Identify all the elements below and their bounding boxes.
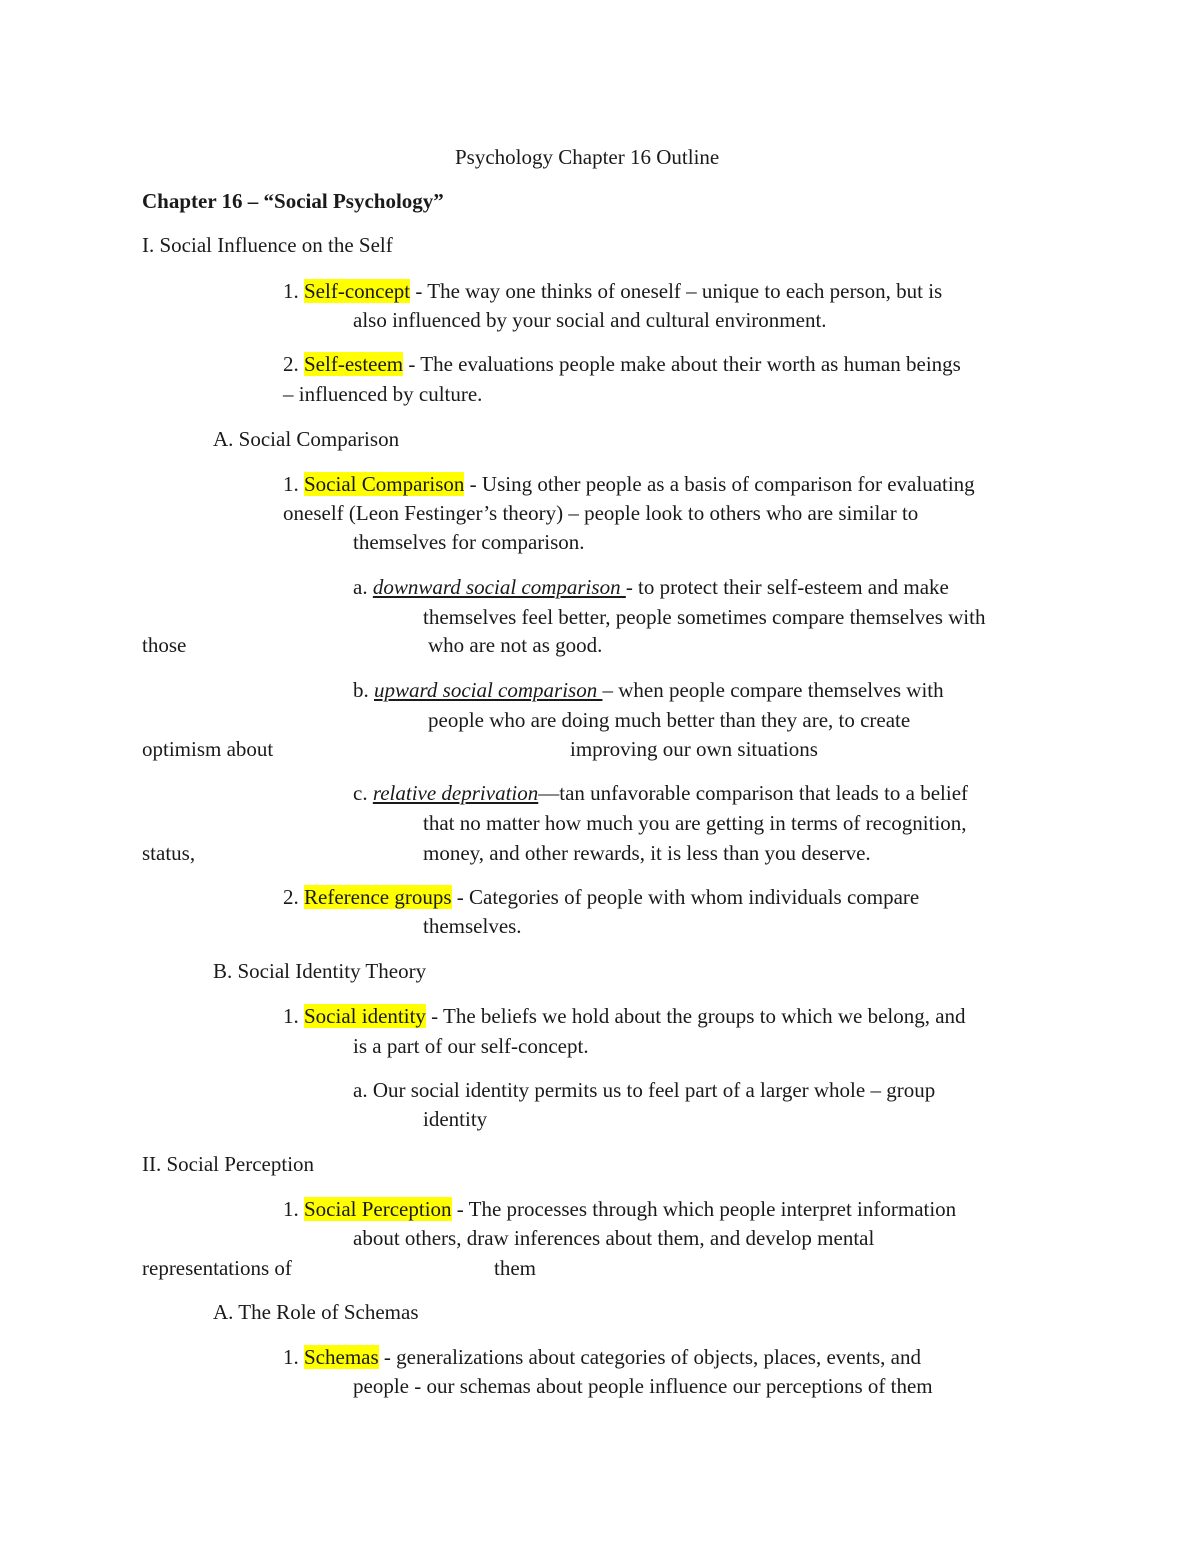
highlighted-term: Social Comparison [304, 472, 465, 496]
definition-continuation: people - our schemas about people influence our perceptions of them [353, 1374, 933, 1398]
definition-text: – when people compare themselves with [602, 678, 944, 702]
definition-continuation: those [142, 633, 187, 657]
definition-text: - The beliefs we hold about the groups to which we belong, and [425, 1004, 966, 1028]
item-number: 1. [283, 472, 304, 496]
sub-item-upward-comparison [353, 676, 944, 706]
definition-text: - generalizations about categories of objects, places, events, and [378, 1345, 921, 1369]
definition-continuation: people who are doing much better than they are, to create [428, 708, 911, 732]
definition-continuation: themselves. [423, 914, 522, 938]
item-letter: b. [353, 678, 374, 702]
definition-continuation: is a part of our self-concept. [353, 1034, 589, 1058]
item-letter: c. [353, 781, 373, 805]
term: downward social comparison [372, 575, 626, 599]
outline-item-self-concept [283, 277, 942, 307]
term: upward social comparison [374, 678, 603, 702]
definition-continuation: improving our own situations [570, 737, 818, 761]
definition-continuation: – influenced by culture. [283, 382, 483, 406]
outline-item-reference-groups [283, 883, 919, 913]
definition-continuation: who are not as good. [428, 633, 603, 657]
definition-text: - The way one thinks of oneself – unique to each person, but is [410, 279, 943, 303]
subsection-heading-b: B. Social Identity Theory [213, 959, 427, 983]
definition-text: - to protect their self-esteem and make [625, 575, 949, 599]
highlighted-term: Social Perception [304, 1197, 452, 1221]
definition-continuation: identity [423, 1107, 488, 1131]
document-title: Psychology Chapter 16 Outline [455, 145, 720, 169]
definition-text: - Categories of people with whom individuals compare [451, 885, 920, 909]
outline-item-social-identity [283, 1002, 966, 1032]
sub-item-group-identity: a. Our social identity permits us to feel part of a larger whole – group [353, 1078, 936, 1102]
definition-continuation: about others, draw inferences about them, and develop mental [353, 1226, 875, 1250]
item-number: 1. [283, 1197, 304, 1221]
outline-item-social-perception [283, 1195, 956, 1225]
definition-continuation: themselves for comparison. [353, 530, 585, 554]
chapter-heading: Chapter 16 – “Social Psychology” [142, 189, 444, 213]
definition-text: - The processes through which people interpret information [451, 1197, 957, 1221]
definition-continuation: representations of [142, 1256, 292, 1280]
highlighted-term: Schemas [304, 1345, 379, 1369]
highlighted-term: Self-concept [304, 279, 411, 303]
definition-continuation: that no matter how much you are getting in terms of recognition, [423, 811, 967, 835]
highlighted-term: Social identity [304, 1004, 426, 1028]
item-number: 1. [283, 279, 304, 303]
section-heading-1: I. Social Influence on the Self [142, 233, 393, 257]
definition-continuation: also influenced by your social and cultural environment. [353, 308, 827, 332]
outline-item-self-esteem [283, 350, 961, 380]
outline-item-social-comparison [283, 470, 975, 500]
term: relative deprivation [372, 781, 539, 805]
definition-continuation: money, and other rewards, it is less than you deserve. [423, 841, 871, 865]
definition-continuation: optimism about [142, 737, 274, 761]
outline-item-schemas [283, 1343, 921, 1373]
item-number: 2. [283, 352, 304, 376]
definition-text: - Using other people as a basis of comparison for evaluating [464, 472, 975, 496]
sub-item-downward-comparison [353, 573, 949, 603]
sub-item-relative-deprivation [353, 779, 968, 809]
highlighted-term: Self-esteem [304, 352, 404, 376]
subsection-heading-a: A. Social Comparison [213, 427, 400, 451]
highlighted-term: Reference groups [304, 885, 452, 909]
definition-continuation: oneself (Leon Festinger’s theory) – people look to others who are similar to [283, 501, 919, 525]
definition-text: —tan unfavorable comparison that leads to a belief [538, 781, 969, 805]
definition-text: - The evaluations people make about their worth as human beings [403, 352, 961, 376]
item-number: 1. [283, 1345, 304, 1369]
item-number: 1. [283, 1004, 304, 1028]
item-number: 2. [283, 885, 304, 909]
subsection-heading-schemas: A. The Role of Schemas [213, 1300, 419, 1324]
definition-continuation: themselves feel better, people sometimes compare themselves with [423, 605, 986, 629]
definition-continuation: status, [142, 841, 196, 865]
section-heading-2: II. Social Perception [142, 1152, 315, 1176]
item-letter: a. [353, 575, 373, 599]
definition-continuation: them [494, 1256, 536, 1280]
